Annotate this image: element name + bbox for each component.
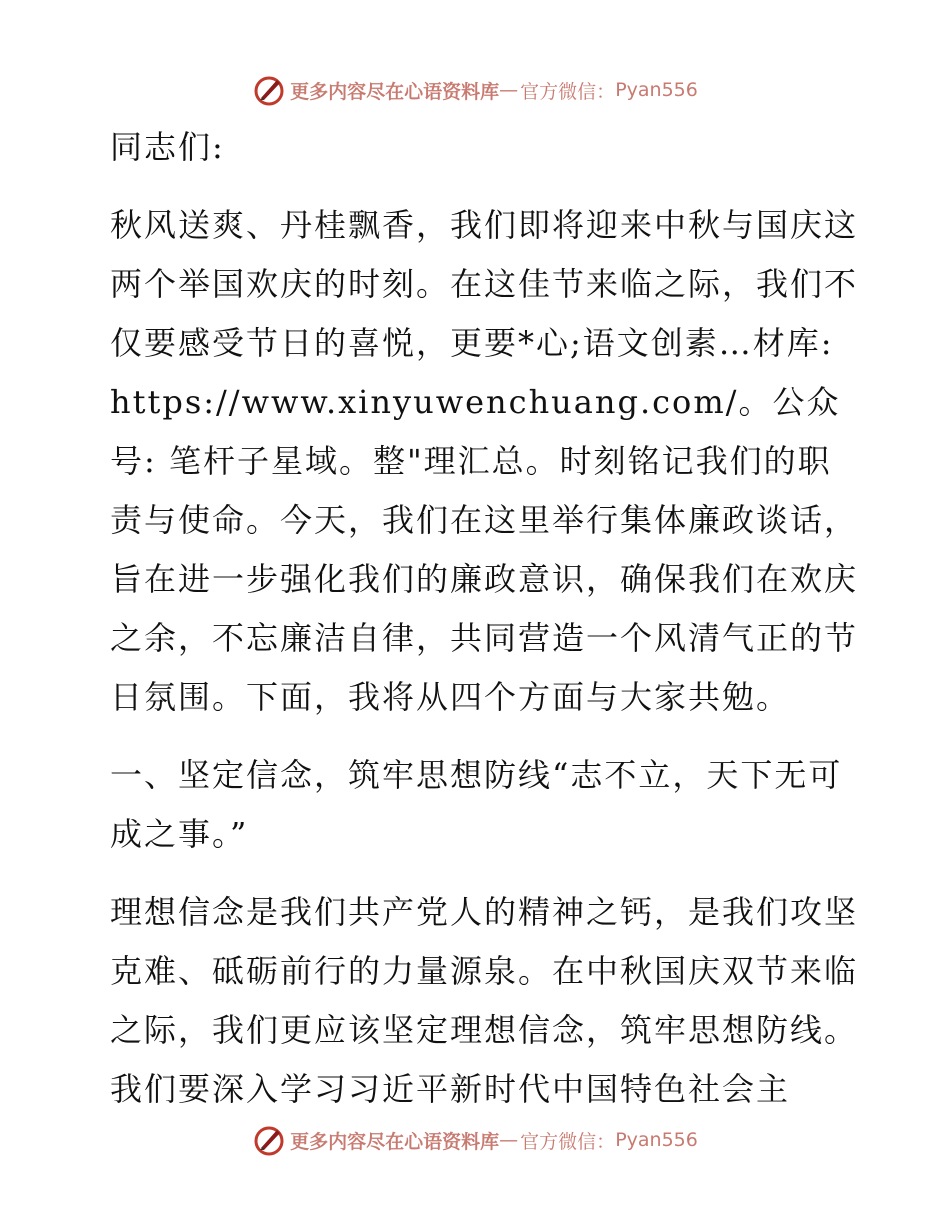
section-heading: 一、坚定信念，筑牢思想防线“志不立，天下无可成之事。” xyxy=(110,756,843,853)
watermark-dash: — xyxy=(499,79,519,101)
header-watermark xyxy=(0,70,950,110)
quill-pen-logo-icon xyxy=(252,1123,286,1157)
footer-wechat-label: 官方微信： xyxy=(520,1130,616,1153)
document-body xyxy=(98,118,858,1119)
footer-watermark xyxy=(0,1120,950,1160)
paragraph-intro: 秋风送爽、丹桂飘香，我们即将迎来中秋与国庆这两个举国欢庆的时刻。在这佳节来临之际，我们不仅要感受节日的喜悦，更要*心;语文创素…材库: https://www.xinyuwenchuang.com/。公众号: 笔杆子星域。整"理汇总。时刻铭记我们的职责与使命。今天，我们在这里举行集体廉政谈话，旨在进一步强化我们的廉政意识，确保我们在欢庆之余，不忘廉洁自律，共同营造一个风清气正的节日氛围。下面，我将从四个方面与大家共勉。 xyxy=(110,206,859,716)
footer-wechat-id: Pyan556 xyxy=(615,1129,698,1151)
watermark-wechat-id: Pyan556 xyxy=(615,79,698,101)
footer-dash: — xyxy=(499,1129,519,1151)
quill-pen-logo-icon xyxy=(252,73,286,107)
paragraph-ideals: 理想信念是我们共产党人的精神之钙，是我们攻坚克难、砥砺前行的力量源泉。在中秋国庆双节来临之际，我们更应该坚定理想信念，筑牢思想防线。我们要深入学习习近平新时代中国特色社会主 xyxy=(110,893,859,1108)
watermark-wechat-label: 官方微信： xyxy=(520,80,616,103)
salutation: 同志们: xyxy=(110,128,225,166)
footer-brand: 更多内容尽在心语资料库 xyxy=(290,1130,500,1153)
watermark-brand: 更多内容尽在心语资料库 xyxy=(290,80,500,103)
